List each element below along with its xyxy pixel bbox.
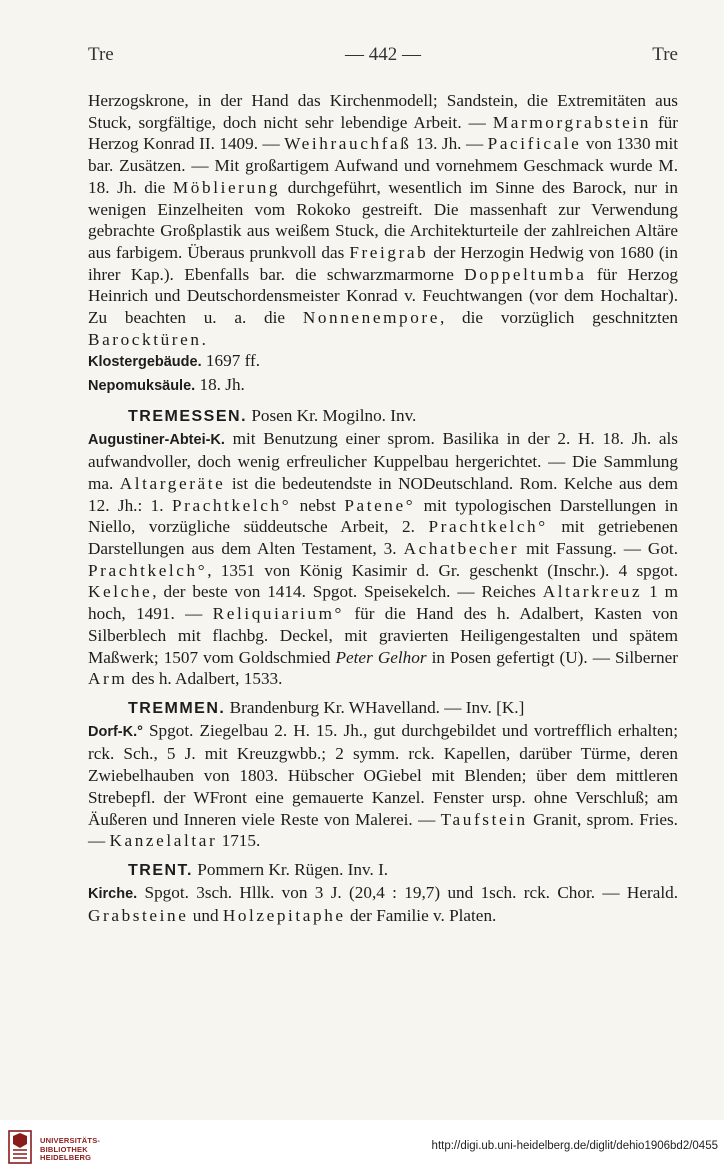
place-heading-trent: TRENT. Pommern Kr. Rügen. Inv. I. <box>128 859 389 879</box>
page-text <box>88 90 678 927</box>
entry-augustiner-abtei: Augustiner-Abtei-K. mit Benutzung einer sprom. Basilika in der 2. H. 18. Jh. als aufwandvoller, doch wenig erfreulicher Kuppelbau hergerichtet. — Die Sammlung ma. Altargeräte ist die bedeutendste in NODeutschland. Rom. Kelche aus dem 12. Jh.: 1. Prachtkelch° nebst Patene° mit typologischen Darstellungen in Niello, vorzügliche süddeutsche Arbeit, 2. Prachtkelch° mit getriebenen Darstellungen aus dem Alten Testament, 3. Achatbecher mit Fassung. — Got. Prachtkelch°, 1351 von König Kasimir d. Gr. geschenkt (Inschr.). 4 spgot. Kelche, der beste von 1414. Spgot. Speisekelch. — Reiches Altarkreuz 1 m hoch, 1491. — Reliquiarium° für die Hand des h. Adalbert, Kasten von Silberblech mit flachbg. Deckel, mit gravierten Heiligengestalten und spätem Maßwerk; 1507 vom Goldschmied Peter Gelhor in Posen gefertigt (U). — Silberner Arm des h. Adalbert, 1533. <box>88 428 678 689</box>
paragraph-trebnitz-continued: Herzogskrone, in der Hand das Kirchenmodell; Sandstein, die Extremitäten aus Stuck, sorgfältige, doch nicht sehr lebendige Arbeit. — Marmorgrabstein für Herzog Konrad II. 1409. — Weihrauchfaß 13. Jh. — Pacificale von 1330 mit bar. Zusätzen. — Mit großartigem Aufwand und vornehmem Geschmack wurde M. 18. Jh. die Möblierung durchgeführt, wesentlich im Sinne des Barock, nur in wenigen Einzelheiten vom Rokoko gestreift. Die massenhaft zur Verwendung gebrachte Großplastik aus weißem Stuck, die Architekturteile der zahlreichen Altäre aus farbigem. Überaus prunkvoll das Freigrab der Herzogin Hedwig von 1680 (in ihrer Kap.). Ebenfalls bar. die schwarzmarmorne Doppeltumba für Herzog Heinrich und Deutschordensmeister Konrad v. Feuchtwangen (vor dem Hochaltar). Zu beachten u. a. die Nonnenempore, die vorzüglich geschnitzten Barocktüren. <box>88 91 679 349</box>
header-left: Tre <box>88 44 114 65</box>
place-heading-tremmen: TREMMEN. Brandenburg Kr. WHavelland. — Inv. [K.] <box>128 697 525 717</box>
viewer-footer <box>0 1120 724 1173</box>
entry-kirche: Kirche. Spgot. 3sch. Hllk. von 3 J. (20,4 : 19,7) und 1sch. rck. Chor. — Herald. Grabsteine und Holzepitaphe der Familie v. Platen. <box>88 882 678 926</box>
place-heading-tremessen: TREMESSEN. Posen Kr. Mogilno. Inv. <box>128 405 417 425</box>
running-header <box>88 44 678 70</box>
entry-klostergebaeude: Klostergebäude. 1697 ff. <box>88 351 261 371</box>
library-emblem-icon <box>8 1130 32 1164</box>
header-right: Tre <box>652 44 678 65</box>
library-name: UNIVERSITÄTS- BIBLIOTHEK HEIDELBERG <box>40 1136 101 1162</box>
entry-nepomuksaeule: Nepomuksäule. 18. Jh. <box>88 375 245 395</box>
university-library-logo[interactable] <box>8 1130 118 1166</box>
page-number: — 442 — <box>345 44 421 65</box>
permalink-url[interactable]: http://digi.ub.uni-heidelberg.de/diglit/dehio1906bd2/0455 <box>431 1140 718 1152</box>
entry-dorf-k: Dorf-K.° Spgot. Ziegelbau 2. H. 15. Jh., gut durchgebildet und vortrefflich erhalten; rck. Sch., 5 J. mit Kreuzgwbb.; 2 symm. rck. Kapellen, darüber Türme, deren Zwiebelhauben von 1803. Hübscher OGiebel mit Blenden; über dem mittleren Strebepfl. der WFront eine gemauerte Kanzel. Fenster ursp. ohne Verschluß; am Äußeren und Inneren viele Reste von Malerei. — Taufstein Granit, sprom. Fries. — Kanzelaltar 1715. <box>88 720 678 851</box>
